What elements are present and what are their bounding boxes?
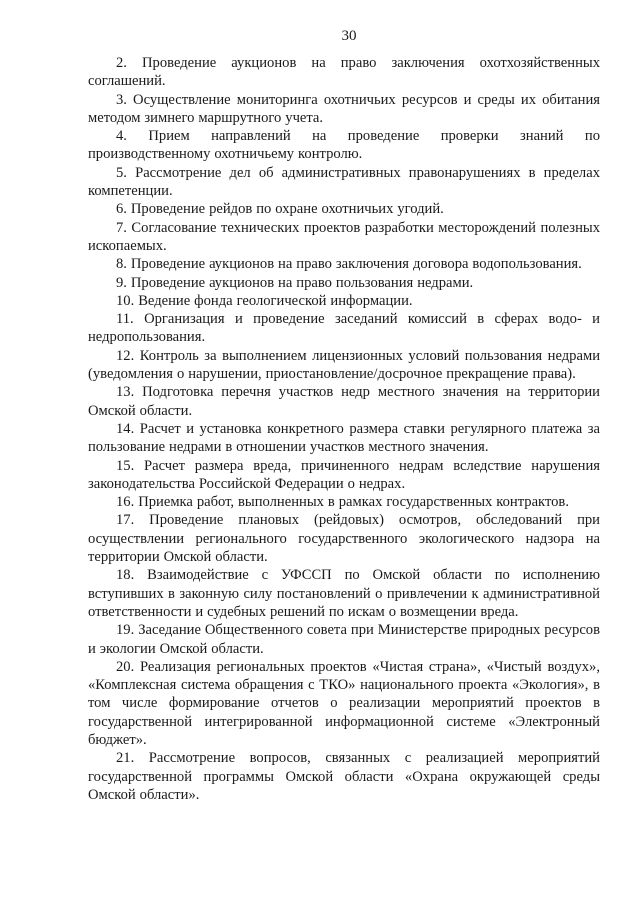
list-item: 9. Проведение аукционов на право пользования недрами. bbox=[116, 274, 474, 291]
list-item: 19. Заседание Общественного совета при Министерстве природных ресурсов и экологии Омской области. bbox=[88, 622, 600, 657]
list-item: 3. Осуществление мониторинга охотничьих ресурсов и среды их обитания методом зимнего маршрутного учета. bbox=[88, 91, 600, 126]
list-item: 6. Проведение рейдов по охране охотничьих угодий. bbox=[116, 201, 444, 218]
list-item: 15. Расчет размера вреда, причиненного недрам вследствие нарушения законодательства Российской Федерации о недрах. bbox=[88, 457, 600, 492]
list-item: 21. Рассмотрение вопросов, связанных с реализацией мероприятий государственной программы Омской области «Охрана окружающей среды Омской области». bbox=[88, 750, 600, 803]
list-item: 20. Реализация региональных проектов «Чистая страна», «Чистый воздух», «Комплексная система обращения с ТКО» национального проекта «Экология», в том числе формирование отчетов о реализации мероприятий проектов в государственной интегрированной информационной системе «Электронный бюджет». bbox=[88, 658, 600, 748]
list-item: 12. Контроль за выполнением лицензионных условий пользования недрами (уведомления о нарушении, приостановление/досрочное прекращение права). bbox=[88, 347, 600, 383]
list-item: 4. Прием направлений на проведение проверки знаний по производственному охотничьему контролю. bbox=[88, 128, 600, 163]
list-item: 11. Организация и проведение заседаний комиссий в сферах водо- и недропользования. bbox=[88, 311, 600, 346]
list-item: 10. Ведение фонда геологической информации. bbox=[116, 292, 413, 309]
page-number: 30 bbox=[341, 28, 357, 44]
list-item: 5. Рассмотрение дел об административных правонарушениях в пределах компетенции. bbox=[88, 164, 600, 200]
list-item: 7. Согласование технических проектов разработки месторождений полезных ископаемых. bbox=[88, 219, 600, 254]
list-item: 17. Проведение плановых (рейдовых) осмотров, обследований при осуществлении регионального государственного экологического надзора на территории Омской области. bbox=[88, 512, 600, 566]
list-item: 8. Проведение аукционов на право заключения договора водопользования. bbox=[116, 256, 582, 273]
list-item: 18. Взаимодействие с УФССП по Омской области по исполнению вступивших в законную силу постановлений о привлечении к административной ответственности и судебных решений по искам о возмещении вреда. bbox=[88, 567, 600, 620]
list-item: 16. Приемка работ, выполненных в рамках государственных контрактов. bbox=[116, 494, 569, 511]
list-item: 2. Проведение аукционов на право заключения охотхозяйственных соглашений. bbox=[88, 55, 600, 90]
list-item: 13. Подготовка перечня участков недр местного значения на территории Омской области. bbox=[88, 384, 600, 419]
list-item: 14. Расчет и установка конкретного размера ставки регулярного платежа за пользование недрами в отношении участков местного значения. bbox=[88, 420, 600, 456]
